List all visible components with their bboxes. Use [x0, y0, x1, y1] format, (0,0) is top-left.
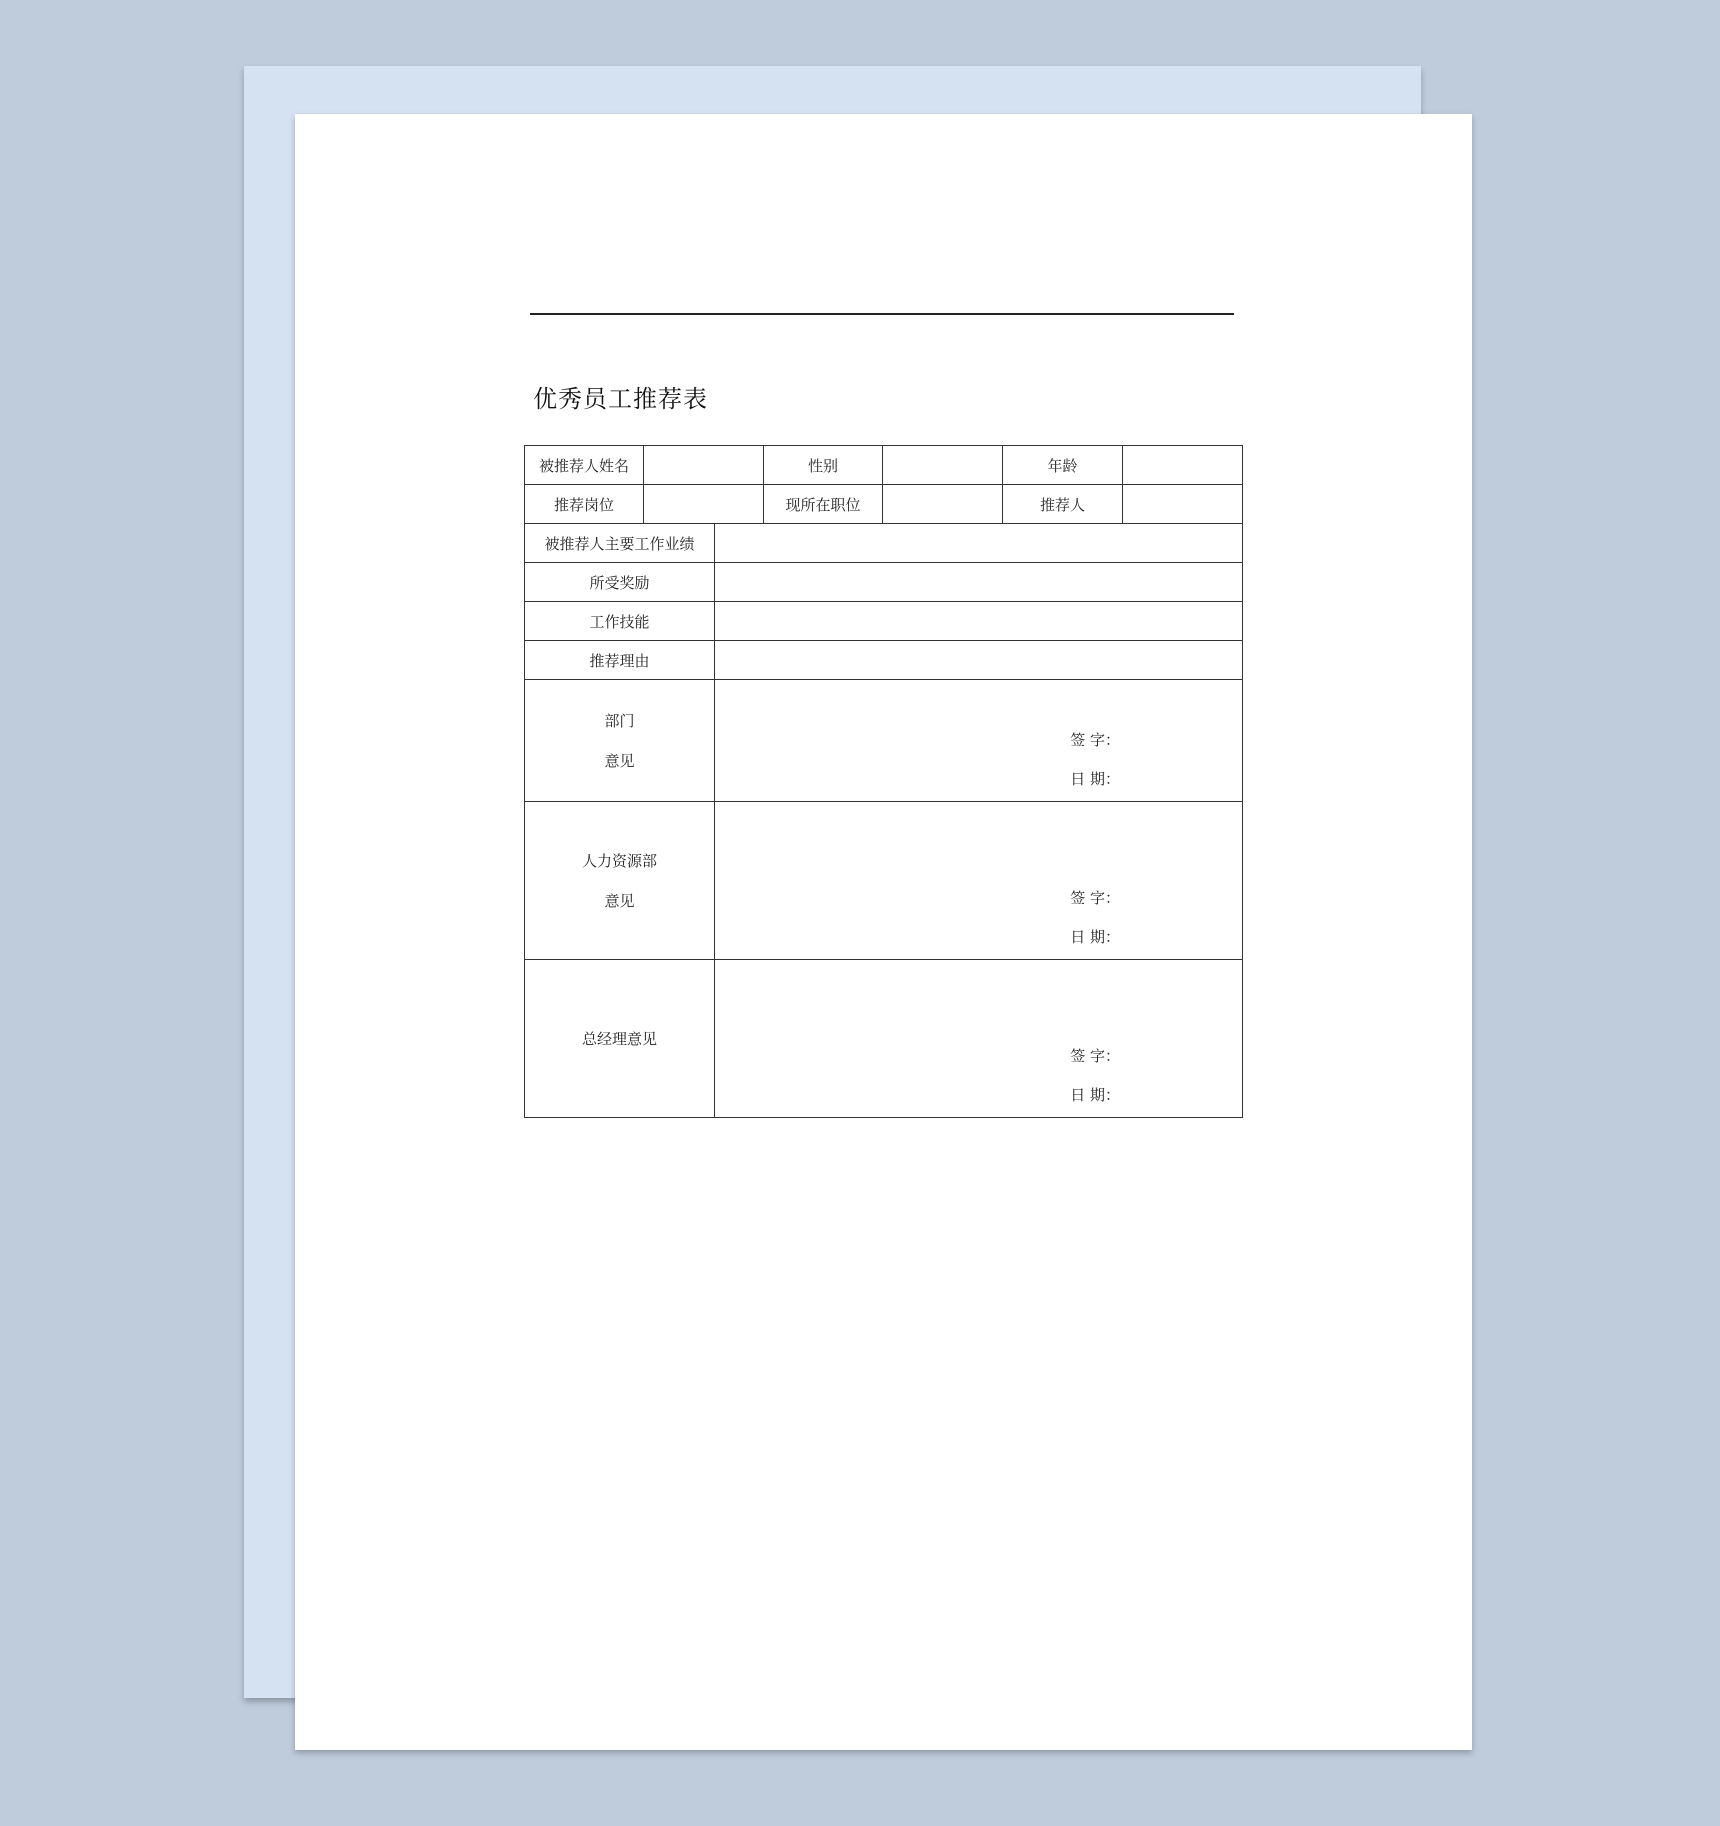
dept-opinion-line2: 意见 — [604, 751, 635, 770]
post-value-cell[interactable] — [644, 485, 764, 524]
name-label: 被推荐人姓名 — [525, 446, 644, 485]
post-label: 推荐岗位 — [525, 485, 644, 524]
table-row — [525, 485, 1243, 524]
skills-label: 工作技能 — [525, 602, 715, 641]
gm-sign-label: 签 字： — [1070, 1047, 1120, 1065]
table-row — [525, 960, 1243, 1118]
dept-opinion-label — [525, 680, 715, 802]
gender-value-cell[interactable] — [883, 446, 1003, 485]
recommendation-form-table — [524, 445, 1243, 1118]
dept-sign-block — [1070, 721, 1120, 799]
reason-label: 推荐理由 — [525, 641, 715, 680]
dept-sign-label: 签 字： — [1070, 731, 1120, 749]
gender-label: 性别 — [764, 446, 883, 485]
document-page — [295, 114, 1472, 1750]
dept-opinion-line1: 部门 — [604, 711, 635, 730]
reason-value-cell[interactable] — [715, 641, 1243, 680]
table-row — [525, 563, 1243, 602]
awards-value-cell[interactable] — [715, 563, 1243, 602]
current-position-value-cell[interactable] — [883, 485, 1003, 524]
table-row — [525, 446, 1243, 485]
gm-date-label: 日 期： — [1070, 1086, 1120, 1104]
skills-value-cell[interactable] — [715, 602, 1243, 641]
recommender-value-cell[interactable] — [1123, 485, 1243, 524]
dept-opinion-cell[interactable] — [715, 680, 1243, 802]
gm-opinion-cell[interactable] — [715, 960, 1243, 1118]
gm-sign-block — [1070, 1037, 1120, 1115]
recommender-label: 推荐人 — [1003, 485, 1123, 524]
header-rule — [530, 313, 1234, 315]
hr-opinion-line2: 意见 — [604, 891, 635, 910]
hr-opinion-line1: 人力资源部 — [581, 851, 657, 870]
age-value-cell[interactable] — [1123, 446, 1243, 485]
hr-sign-block — [1070, 879, 1120, 957]
hr-sign-label: 签 字： — [1070, 889, 1120, 907]
achievements-value-cell[interactable] — [715, 524, 1243, 563]
table-row — [525, 602, 1243, 641]
age-label: 年龄 — [1003, 446, 1123, 485]
hr-opinion-label — [525, 802, 715, 960]
table-row — [525, 802, 1243, 960]
hr-opinion-cell[interactable] — [715, 802, 1243, 960]
dept-date-label: 日 期： — [1070, 770, 1120, 788]
name-value-cell[interactable] — [644, 446, 764, 485]
hr-date-label: 日 期： — [1070, 928, 1120, 946]
achievements-label: 被推荐人主要工作业绩 — [525, 524, 715, 563]
awards-label: 所受奖励 — [525, 563, 715, 602]
table-row — [525, 641, 1243, 680]
table-row — [525, 680, 1243, 802]
page-title: 优秀员工推荐表 — [533, 385, 708, 413]
table-row — [525, 524, 1243, 563]
gm-opinion-label: 总经理意见 — [525, 960, 715, 1118]
current-position-label: 现所在职位 — [764, 485, 883, 524]
